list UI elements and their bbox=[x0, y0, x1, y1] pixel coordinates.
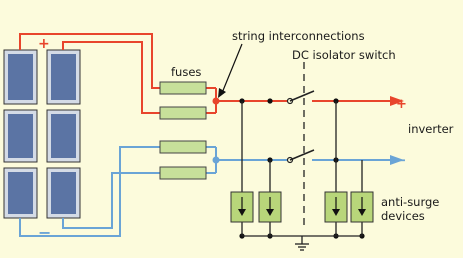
ground-icon bbox=[295, 244, 309, 250]
surge-device bbox=[351, 192, 373, 222]
surge-wiring bbox=[242, 101, 362, 244]
panel-minus-sign: − bbox=[38, 223, 52, 242]
output-plus-sign: + bbox=[396, 97, 407, 112]
label-anti-surge: anti-surge bbox=[381, 195, 440, 209]
pv-string-left bbox=[4, 50, 37, 218]
dc-isolator-switch bbox=[288, 62, 315, 230]
output-minus-sign: − bbox=[394, 151, 407, 169]
surge-device bbox=[231, 192, 253, 222]
fuse bbox=[160, 141, 206, 153]
label-dc-isolator-switch: DC isolator switch bbox=[292, 48, 396, 62]
pv-cell bbox=[8, 114, 33, 158]
surge-device bbox=[325, 192, 347, 222]
callout-line bbox=[222, 44, 242, 93]
interconnection-node-negative bbox=[213, 157, 220, 164]
pv-cell bbox=[8, 54, 33, 100]
surge-device bbox=[259, 192, 281, 222]
fuse-group bbox=[160, 82, 206, 179]
solar-panel-array bbox=[4, 50, 80, 218]
fuse bbox=[160, 107, 206, 119]
fuse bbox=[160, 167, 206, 179]
callout-arrow-icon bbox=[218, 88, 226, 98]
fuse bbox=[160, 82, 206, 94]
label-devices: devices bbox=[381, 209, 425, 223]
label-string-interconnections: string interconnections bbox=[232, 29, 365, 43]
pv-cell bbox=[51, 54, 76, 100]
label-fuses: fuses bbox=[171, 65, 202, 79]
pv-cell bbox=[51, 172, 76, 214]
interconnection-node-positive bbox=[213, 98, 220, 105]
pv-cell bbox=[51, 114, 76, 158]
anti-surge-devices bbox=[231, 192, 373, 222]
label-inverter: inverter bbox=[408, 122, 454, 136]
pv-cell bbox=[8, 172, 33, 214]
pv-string-right bbox=[47, 50, 80, 218]
panel-plus-sign: + bbox=[38, 36, 50, 52]
